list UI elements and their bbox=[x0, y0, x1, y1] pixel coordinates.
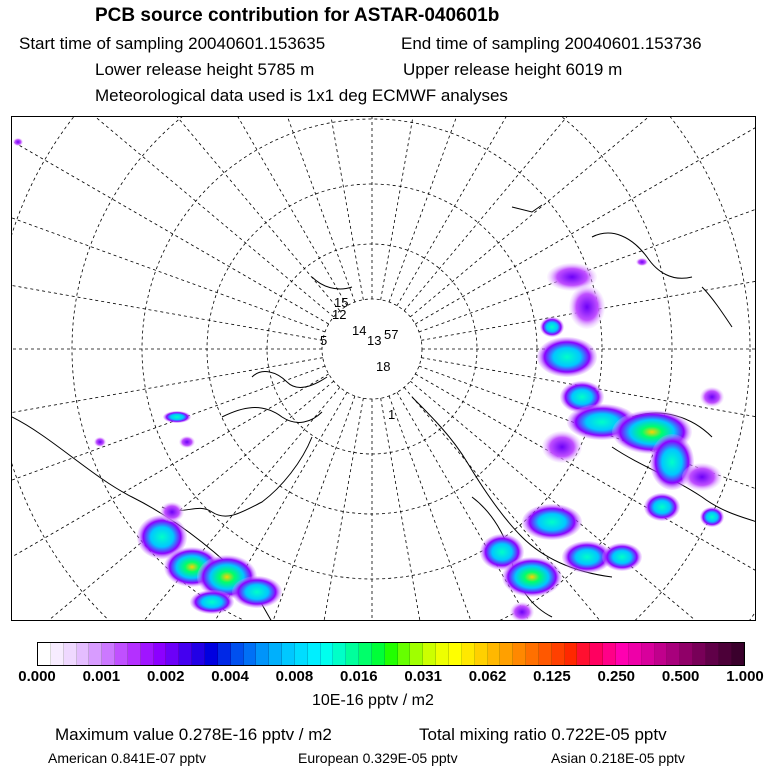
colorbar-swatch bbox=[269, 643, 282, 665]
colorbar-swatch bbox=[231, 643, 244, 665]
colorbar-swatch bbox=[77, 643, 90, 665]
colorbar-tick-label: 0.500 bbox=[661, 668, 700, 685]
colorbar-swatch bbox=[667, 643, 680, 665]
colorbar-swatch bbox=[706, 643, 719, 665]
colorbar-tick-label: 1.000 bbox=[726, 668, 764, 685]
colorbar-swatch bbox=[154, 643, 167, 665]
colorbar-tick-label: 0.250 bbox=[597, 668, 636, 685]
colorbar-swatch bbox=[64, 643, 77, 665]
european-label: European 0.329E-05 pptv bbox=[298, 750, 458, 766]
upper-height-label: Upper release height 6019 m bbox=[403, 60, 623, 79]
lower-height-label: Lower release height 5785 m bbox=[95, 60, 315, 79]
colorbar-swatch bbox=[552, 643, 565, 665]
colorbar-swatch bbox=[89, 643, 102, 665]
point-label: 14 bbox=[352, 323, 367, 338]
colorbar-swatch bbox=[603, 643, 616, 665]
colorbar-swatch bbox=[295, 643, 308, 665]
point-label: 57 bbox=[384, 327, 399, 342]
start-time-label: Start time of sampling 20040601.153635 bbox=[19, 34, 326, 53]
colorbar-swatch bbox=[590, 643, 603, 665]
colorbar-swatch bbox=[308, 643, 321, 665]
colorbar-tick-label: 0.031 bbox=[404, 668, 442, 685]
colorbar-swatch bbox=[38, 643, 51, 665]
colorbar-swatch bbox=[244, 643, 257, 665]
colorbar-swatch bbox=[616, 643, 629, 665]
point-label: 18 bbox=[376, 359, 391, 374]
meridian-line bbox=[12, 117, 325, 332]
colorbar-unit: 10E-16 pptv / m2 bbox=[312, 692, 434, 709]
colorbar-swatch bbox=[166, 643, 179, 665]
colorbar-tick-label: 0.016 bbox=[340, 668, 378, 685]
colorbar-swatch bbox=[410, 643, 423, 665]
colorbar-swatch bbox=[577, 643, 590, 665]
colorbar-swatch bbox=[398, 643, 411, 665]
meridian-line bbox=[12, 117, 329, 324]
colorbar-tick-label: 0.062 bbox=[468, 668, 507, 685]
asian-label: Asian 0.218E-05 pptv bbox=[551, 750, 685, 766]
meridian-line bbox=[12, 117, 334, 317]
colorbar-swatch bbox=[719, 643, 732, 665]
meridian-line bbox=[381, 398, 494, 621]
colorbar-swatch bbox=[436, 643, 449, 665]
colorbar-swatch bbox=[475, 643, 488, 665]
colorbar-swatch bbox=[218, 643, 231, 665]
colorbar-swatch bbox=[51, 643, 64, 665]
colorbar-tick-label: 0.001 bbox=[82, 668, 121, 685]
colorbar-swatch bbox=[115, 643, 128, 665]
colorbar-swatch bbox=[539, 643, 552, 665]
map-title: PCB source contribution for ASTAR-040601b bbox=[95, 5, 500, 26]
colorbar-swatch bbox=[282, 643, 295, 665]
colorbar-swatch bbox=[462, 643, 475, 665]
meridian-line bbox=[381, 117, 494, 300]
colorbar-swatch bbox=[179, 643, 192, 665]
point-label: 5 bbox=[320, 333, 328, 348]
met-data-label: Meteorological data used is 1x1 deg ECMWF analyses bbox=[95, 86, 508, 105]
map-panel bbox=[11, 116, 756, 621]
colorbar-swatch bbox=[102, 643, 115, 665]
colorbar-swatch bbox=[321, 643, 334, 665]
colorbar-swatch bbox=[359, 643, 372, 665]
colorbar-swatch bbox=[513, 643, 526, 665]
colorbar-swatch bbox=[192, 643, 205, 665]
colorbar-swatch bbox=[449, 643, 462, 665]
colorbar-tick-label: 0.125 bbox=[533, 668, 571, 685]
colorbar bbox=[37, 642, 745, 666]
colorbar-swatch bbox=[372, 643, 385, 665]
colorbar-swatch bbox=[732, 643, 745, 665]
colorbar-tick-label: 0.004 bbox=[211, 668, 249, 685]
colorbar-swatch bbox=[423, 643, 436, 665]
colorbar-tick-label: 0.008 bbox=[275, 668, 314, 685]
total-mixing-label: Total mixing ratio 0.722E-05 pptv bbox=[419, 725, 667, 744]
colorbar-swatch bbox=[500, 643, 513, 665]
colorbar-swatch bbox=[256, 643, 269, 665]
colorbar-swatch bbox=[526, 643, 539, 665]
colorbar-swatch bbox=[128, 643, 141, 665]
colorbar-swatch bbox=[205, 643, 218, 665]
colorbar-swatch bbox=[655, 643, 668, 665]
point-label: 15 bbox=[334, 295, 349, 310]
trajectory-labels bbox=[320, 295, 398, 422]
colorbar-swatch bbox=[141, 643, 154, 665]
max-value-label: Maximum value 0.278E-16 pptv / m2 bbox=[55, 725, 332, 744]
concentration-plumes bbox=[13, 138, 724, 621]
colorbar-swatch bbox=[642, 643, 655, 665]
colorbar-swatch bbox=[629, 643, 642, 665]
meridian-line bbox=[12, 374, 329, 621]
point-label: 12 bbox=[332, 307, 347, 322]
polar-map bbox=[12, 117, 756, 621]
colorbar-swatch bbox=[333, 643, 346, 665]
colorbar-swatch bbox=[385, 643, 398, 665]
colorbar-swatch bbox=[680, 643, 693, 665]
colorbar-tick-label: 0.002 bbox=[146, 668, 185, 685]
meridian-line bbox=[22, 117, 347, 306]
end-time-label: End time of sampling 20040601.153736 bbox=[401, 34, 702, 53]
point-label: 1 bbox=[388, 407, 396, 422]
colorbar-swatch bbox=[488, 643, 501, 665]
meridian-line bbox=[12, 117, 340, 311]
colorbar-swatch bbox=[346, 643, 359, 665]
point-label: 13 bbox=[367, 333, 382, 348]
colorbar-tick-label: 0.000 bbox=[18, 668, 56, 685]
colorbar-swatch bbox=[565, 643, 578, 665]
american-label: American 0.841E-07 pptv bbox=[48, 750, 206, 766]
colorbar-swatch bbox=[693, 643, 706, 665]
